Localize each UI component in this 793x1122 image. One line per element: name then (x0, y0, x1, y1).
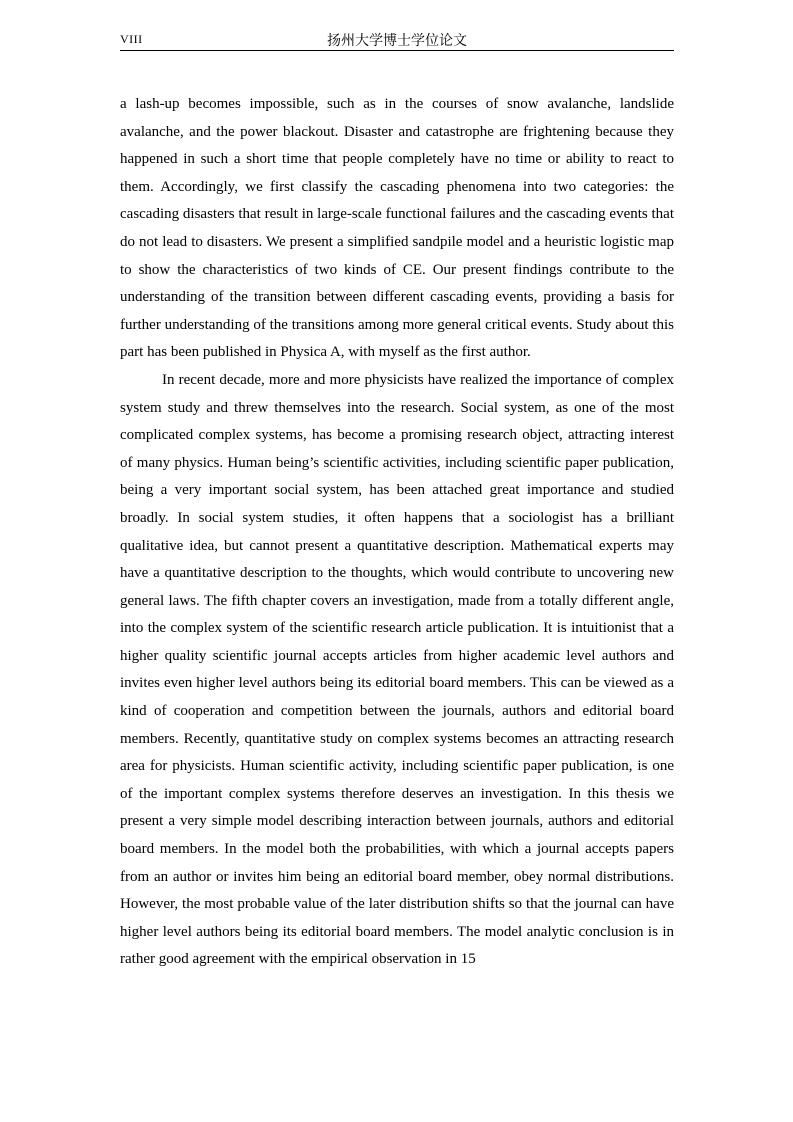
page-number: VIII (120, 32, 143, 46)
paragraph-complex-systems: In recent decade, more and more physicists have realized the importance of complex system study and threw themselves into the research. Social system, as one of the most complicated complex systems, has become a promising research object, attracting interest of many physics. Human being’s scientific activities, including scientific paper publication, being a very important social system, has been attached great importance and studied broadly. In social system studies, it often happens that a sociologist has a brilliant qualitative idea, but cannot present a quantitative description. Mathematical experts may have a quantitative description to the thoughts, which would contribute to uncovering new general laws. The fifth chapter covers an investigation, made from a totally different angle, into the complex system of the scientific research article publication. It is intuitionist that a higher quality scientific journal accepts articles from higher academic level authors and invites even higher level authors being its editorial board members. This can be viewed as a kind of cooperation and competition between the journals, authors and editorial board members. Recently, quantitative study on complex systems becomes an attracting research area for physicists. Human scientific activity, including scientific paper publication, is one of the important complex systems therefore deserves an investigation. In this thesis we present a very simple model describing interaction between journals, authors and editorial board members. In the model both the probabilities, with which a journal accepts papers from an author or invites him being an editorial board member, obey normal distributions. However, the most probable value of the later distribution shifts so that the journal can have higher level authors being its editorial board members. The model analytic conclusion is in rather good agreement with the empirical observation in 15 (120, 371, 674, 968)
running-title: 扬州大学博士学位论文 (327, 34, 467, 49)
paragraph-continued: a lash-up becomes impossible, such as in the courses of snow avalanche, landslide avalanche, and the power blackout. Disaster and catastrophe are frightening because they happened in such a short time that people completely have no time or ability to react to them. Accordingly, we first classify the cascading phenomena into two categories: the cascading disasters that result in large-scale functional failures and the cascading events that do not lead to disasters. We present a simplified sandpile model and a heuristic logistic map to show the characteristics of two kinds of CE. Our present findings contribute to the understanding of the transition between different cascading events, providing a basis for further understanding of the transitions among more general critical events. Study about this part has been published in Physica A, with myself as the first author. (120, 96, 674, 361)
body-text (120, 91, 674, 974)
page-header (120, 30, 674, 51)
